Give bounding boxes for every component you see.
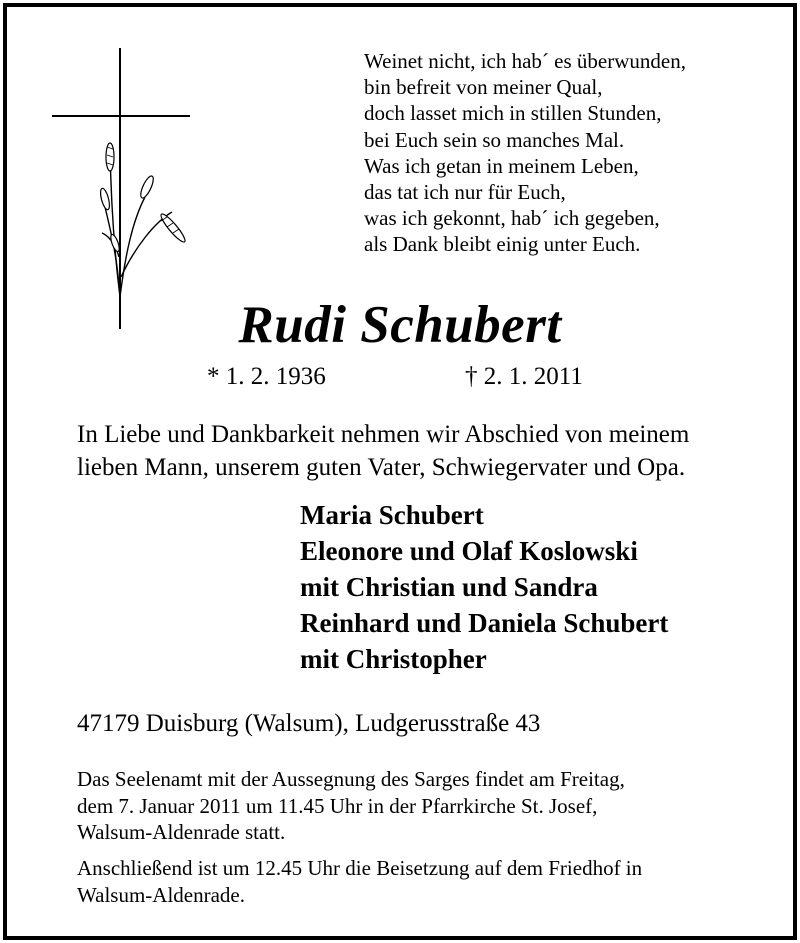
service-line: Das Seelenamt mit der Aussegnung des Sarges findet am Freitag, bbox=[77, 767, 625, 791]
memorial-poem bbox=[364, 48, 686, 258]
poem-line: als Dank bleibt einig unter Euch. bbox=[364, 232, 641, 257]
poem-line: Weinet nicht, ich hab´ es überwunden, bbox=[364, 49, 686, 73]
mourner-line: Maria Schubert bbox=[300, 500, 484, 530]
poem-line: bin befreit von meiner Qual, bbox=[364, 75, 603, 100]
birth-date: * 1. 2. 1936 bbox=[207, 363, 326, 390]
burial-info bbox=[77, 855, 642, 908]
obituary-notice bbox=[3, 3, 797, 940]
burial-line: Walsum-Aldenrade. bbox=[77, 882, 245, 907]
mourner-line: Reinhard und Daniela Schubert bbox=[300, 608, 669, 638]
service-line: dem 7. Januar 2011 um 11.45 Uhr in der Pfarrkirche St. Josef, bbox=[77, 793, 598, 818]
service-line: Walsum-Aldenrade statt. bbox=[77, 820, 286, 844]
mourner-line: mit Christopher bbox=[300, 644, 487, 674]
poem-line: Was ich getan in meinem Leben, bbox=[364, 153, 639, 178]
deceased-name: Rudi Schubert bbox=[238, 296, 562, 354]
family-address: 47179 Duisburg (Walsum), Ludgerusstraße 43 bbox=[77, 710, 541, 737]
cross-with-wheat-icon bbox=[7, 7, 207, 337]
mourner-line: Eleonore und Olaf Koslowski bbox=[300, 536, 638, 566]
poem-line: das tat ich nur für Euch, bbox=[364, 180, 566, 205]
mourner-line: mit Christian und Sandra bbox=[300, 572, 598, 602]
farewell-text bbox=[77, 418, 689, 484]
poem-line: was ich gekonnt, hab´ ich gegeben, bbox=[364, 206, 660, 231]
farewell-line: lieben Mann, unserem guten Vater, Schwiegervater und Opa. bbox=[77, 454, 686, 481]
mourners-list bbox=[300, 497, 668, 677]
death-date: † 2. 1. 2011 bbox=[465, 363, 583, 390]
poem-line: bei Euch sein so manches Mal. bbox=[364, 127, 625, 152]
service-info bbox=[77, 766, 625, 846]
farewell-line: In Liebe und Dankbarkeit nehmen wir Abschied von meinem bbox=[77, 421, 690, 448]
burial-line: Anschließend ist um 12.45 Uhr die Beisetzung auf dem Friedhof in bbox=[77, 856, 643, 880]
poem-line: doch lasset mich in stillen Stunden, bbox=[364, 101, 662, 126]
